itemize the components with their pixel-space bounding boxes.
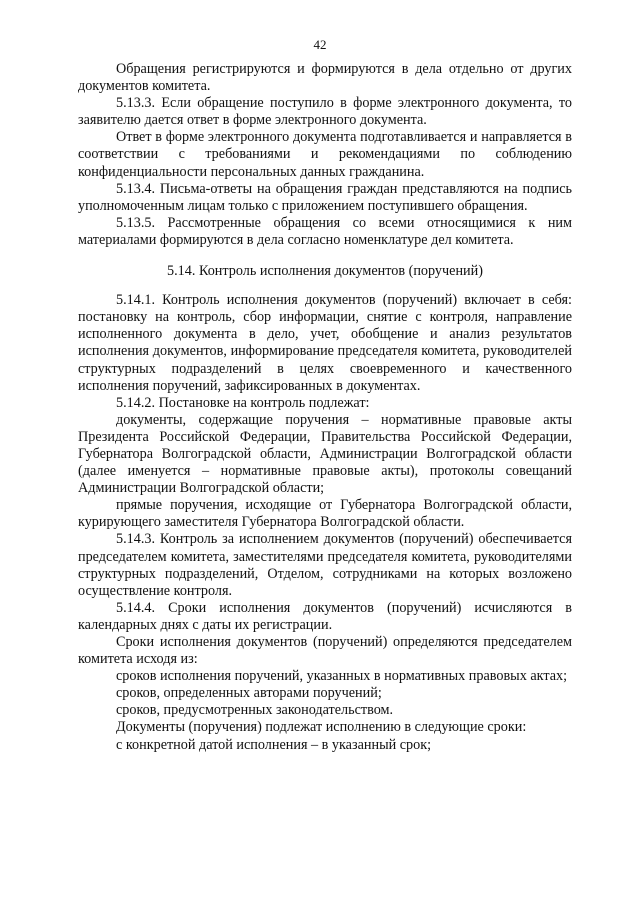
paragraph-5-14-1: 5.14.1. Контроль исполнения документов (поручений) включает в себя: постановку на контроль, сбор информации, снятие с контроля, направление исполненного документа в дело, учет, обобщение и анализ результатов исполнения документов, информирование председателя комитета, руководителей структурных подразделений в целях своевременного и качественного исполнения поручений, зафиксированных в документах. — [78, 292, 572, 394]
paragraph-5-14-2: 5.14.2. Постановке на контроль подлежат: — [116, 394, 370, 411]
list-item-deadlines-by-authors: сроков, определенных авторами поручений; — [116, 685, 382, 702]
paragraph-electronic-reply: Ответ в форме электронного документа подготавливается и направляется в соответствии с требованиями и рекомендациями по соблюдению конфиденциальности персональных данных гражданина. — [78, 129, 572, 180]
paragraph-5-14-4: 5.14.4. Сроки исполнения документов (поручений) исчисляются в календарных днях с даты их регистрации. — [78, 599, 572, 633]
paragraph-5-13-4: 5.13.4. Письма-ответы на обращения граждан представляются на подпись уполномоченным лицам только с приложением поступившего обращения. — [78, 180, 572, 214]
paragraph-5-13-3: 5.13.3. Если обращение поступило в форме электронного документа, то заявителю дается ответ в форме электронного документа. — [78, 95, 572, 129]
paragraph-deadlines-determined: Сроки исполнения документов (поручений) определяются председателем комитета исходя из: — [78, 634, 572, 668]
list-item-specific-date: с конкретной датой исполнения – в указанный срок; — [116, 736, 432, 753]
paragraph-5-13-5: 5.13.5. Рассмотренные обращения со всеми относящимися к ним материалами формируются в дела согласно номенклатуре дел комитета. — [78, 214, 572, 248]
page-content — [78, 61, 572, 754]
paragraph-5-14-3: 5.14.3. Контроль за исполнением документов (поручений) обеспечивается председателем комитета, заместителями председателя комитета, руководителями структурных подразделений, Отделом, сотрудниками на которых возложено осуществление контроля. — [78, 531, 572, 599]
list-item-deadlines-by-law: сроков, предусмотренных законодательством. — [116, 702, 394, 719]
paragraph-direct-orders: прямые поручения, исходящие от Губернатора Волгоградской области, курирующего заместителя Губернатора Волгоградской области. — [78, 497, 572, 531]
list-item-deadlines-in-acts: сроков исполнения поручений, указанных в нормативных правовых актах; — [116, 668, 568, 685]
page-number: 42 — [313, 37, 327, 52]
paragraph-documents-with-orders: документы, содержащие поручения – нормативные правовые акты Президента Российской Федерации, Правительства Российской Федерации, Губернатора Волгоградской области, Администрации Волгоградской области (далее именуется – нормативные правовые акты), протоколы совещаний Администрации Волгоградской области; — [78, 411, 572, 497]
paragraph-appeals-registration: Обращения регистрируются и формируются в дела отдельно от других документов комитета. — [78, 61, 572, 95]
paragraph-execution-terms: Документы (поручения) подлежат исполнению в следующие сроки: — [116, 719, 527, 736]
section-heading-5-14: 5.14. Контроль исполнения документов (поручений) — [167, 263, 483, 280]
